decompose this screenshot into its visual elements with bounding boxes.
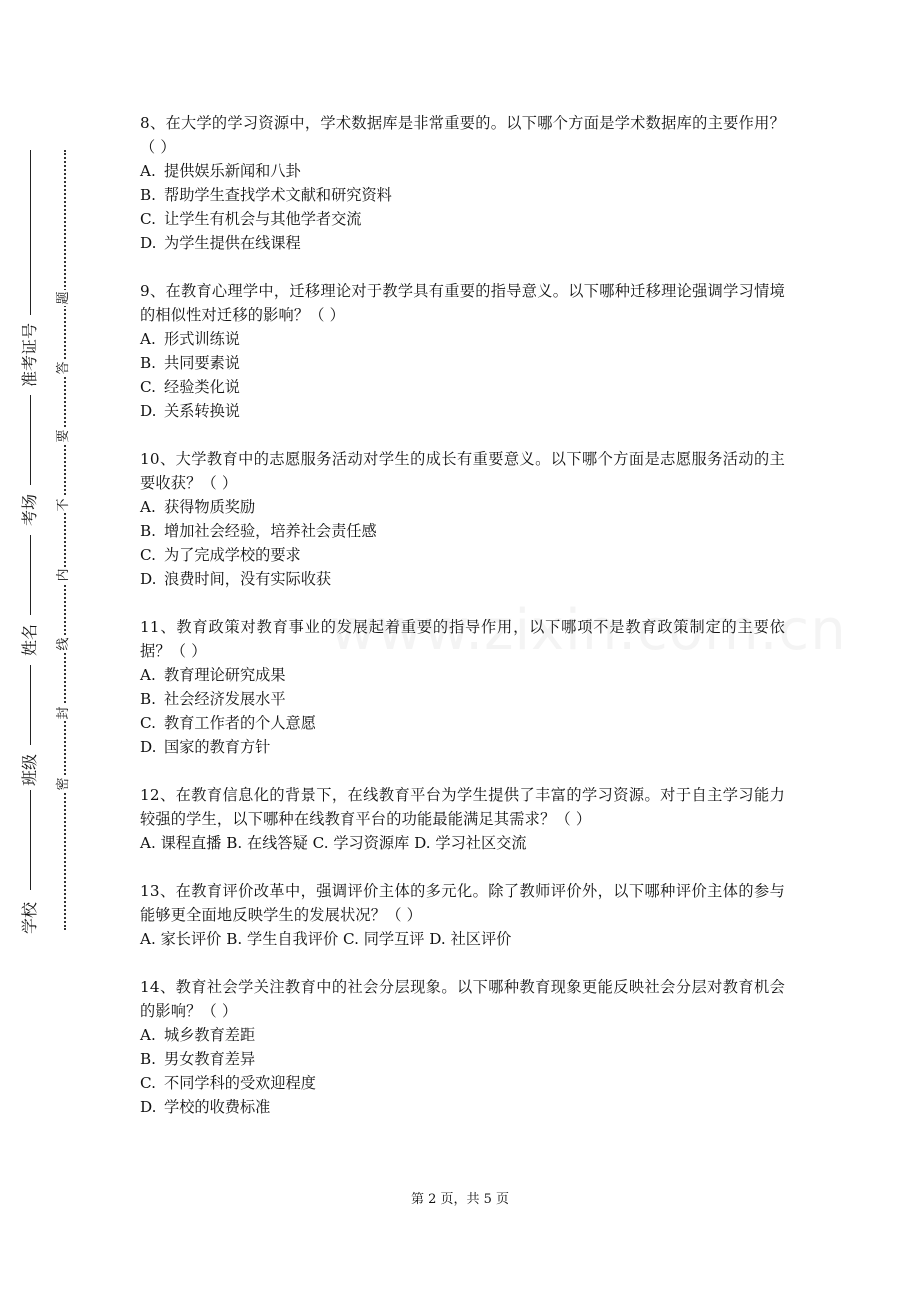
option-b[interactable] <box>140 1047 785 1071</box>
option-letter: C. <box>140 1074 156 1092</box>
school-line <box>30 790 31 890</box>
option-letter: B. <box>140 1050 156 1068</box>
option-c[interactable]: C. 同学互评 <box>342 930 425 948</box>
option-letter: D. <box>140 738 157 756</box>
admission-number-line <box>30 150 31 315</box>
option-b[interactable]: B. 在线答疑 <box>226 834 308 852</box>
option-a[interactable] <box>140 495 785 519</box>
option-letter: B. <box>140 186 156 204</box>
admission-number-label: 准考证号 <box>20 322 40 388</box>
question-stem: 9、在教育心理学中，迁移理论对于教学具有重要的指导意义。以下哪种迁移理论强调学习情境的相似性对迁移的影响？（ ） <box>140 282 785 324</box>
inline-options <box>140 927 785 951</box>
option-text: 形式训练说 <box>164 330 240 348</box>
option-text: 共同要素说 <box>164 354 240 372</box>
option-c[interactable] <box>140 543 785 567</box>
option-letter: D. <box>140 402 157 420</box>
option-letter: C. <box>140 714 156 732</box>
option-letter: A. <box>140 330 156 348</box>
question-8 <box>140 111 785 255</box>
option-letter: A. <box>140 666 156 684</box>
option-c[interactable] <box>140 375 785 399</box>
option-text: 国家的教育方针 <box>164 738 271 756</box>
exam-room-label: 考场 <box>20 493 40 527</box>
option-text: 经验类化说 <box>164 378 240 396</box>
option-letter: B. <box>140 522 156 540</box>
question-14 <box>140 975 785 1119</box>
option-letter: A. <box>140 498 156 516</box>
question-stem: 10、大学教育中的志愿服务活动对学生的成长有重要意义。以下哪个方面是志愿服务活动的主要收获？（ ） <box>140 450 785 492</box>
option-letter: C. <box>140 378 156 396</box>
option-text: 社会经济发展水平 <box>164 690 286 708</box>
option-text: 提供娱乐新闻和八卦 <box>164 162 301 180</box>
question-10 <box>140 447 785 591</box>
option-text: 增加社会经验，培养社会责任感 <box>164 522 377 540</box>
option-b[interactable] <box>140 519 785 543</box>
question-stem: 14、教育社会学关注教育中的社会分层现象。以下哪种教育现象更能反映社会分层对教育机会的影响？（ ） <box>140 978 785 1020</box>
seal-char: 要 <box>56 429 71 443</box>
question-12 <box>140 783 785 855</box>
option-text: 学校的收费标准 <box>164 1098 271 1116</box>
option-a[interactable] <box>140 159 785 183</box>
option-b[interactable]: B. 学生自我评价 <box>226 930 339 948</box>
page-number: 第 2 页，共 5 页 <box>410 1192 510 1207</box>
option-d[interactable] <box>140 231 785 255</box>
option-text: 获得物质奖励 <box>164 498 256 516</box>
option-letter: D. <box>140 234 157 252</box>
option-text: 帮助学生查找学术文献和研究资料 <box>164 186 392 204</box>
name-line <box>30 535 31 615</box>
option-letter: D. <box>140 570 157 588</box>
seal-char: 不 <box>56 498 71 512</box>
seal-char: 内 <box>56 568 71 582</box>
seal-char: 线 <box>56 637 71 651</box>
seal-dotted-line <box>64 150 66 930</box>
option-letter: A. <box>140 1026 156 1044</box>
option-letter: C. <box>140 546 156 564</box>
option-text: 浪费时间，没有实际收获 <box>164 570 332 588</box>
option-d[interactable] <box>140 399 785 423</box>
option-a[interactable] <box>140 663 785 687</box>
option-c[interactable]: C. 学习资源库 <box>312 834 410 852</box>
option-a[interactable]: A. 家长评价 <box>140 930 222 948</box>
option-c[interactable] <box>140 207 785 231</box>
option-c[interactable] <box>140 711 785 735</box>
class-label: 班级 <box>20 753 40 787</box>
question-11 <box>140 615 785 759</box>
option-letter: B. <box>140 690 156 708</box>
option-text: 关系转换说 <box>164 402 240 420</box>
name-label: 姓名 <box>20 623 40 657</box>
option-text: 为了完成学校的要求 <box>164 546 301 564</box>
option-text: 男女教育差异 <box>164 1050 256 1068</box>
seal-char: 封 <box>56 706 71 720</box>
option-b[interactable] <box>140 687 785 711</box>
class-line <box>30 665 31 745</box>
seal-char: 答 <box>56 361 71 375</box>
question-9 <box>140 279 785 423</box>
option-a[interactable]: A. 课程直播 <box>140 834 222 852</box>
question-stem: 13、在教育评价改革中，强调评价主体的多元化。除了教师评价外，以下哪种评价主体的参与能够更全面地反映学生的发展状况？（ ） <box>140 882 785 924</box>
inline-options <box>140 831 785 855</box>
option-b[interactable] <box>140 183 785 207</box>
question-stem: 11、教育政策对教育事业的发展起着重要的指导作用，以下哪项不是教育政策制定的主要依据？（ ） <box>140 618 785 660</box>
exam-room-line <box>30 395 31 485</box>
option-d[interactable]: D. 学习社区交流 <box>414 834 527 852</box>
question-stem: 12、在教育信息化的背景下，在线教育平台为学生提供了丰富的学习资源。对于自主学习能力较强的学生，以下哪种在线教育平台的功能最能满足其需求？（ ） <box>140 786 785 828</box>
binding-strip <box>0 0 110 1302</box>
question-list <box>140 111 785 1143</box>
seal-char: 密 <box>56 777 71 791</box>
option-text: 为学生提供在线课程 <box>164 234 301 252</box>
school-label: 学校 <box>20 901 40 935</box>
option-b[interactable] <box>140 351 785 375</box>
option-letter: B. <box>140 354 156 372</box>
option-letter: A. <box>140 162 156 180</box>
option-d[interactable] <box>140 735 785 759</box>
option-letter: D. <box>140 1098 157 1116</box>
option-letter: C. <box>140 210 156 228</box>
question-13 <box>140 879 785 951</box>
option-d[interactable] <box>140 567 785 591</box>
option-text: 城乡教育差距 <box>164 1026 256 1044</box>
option-text: 教育工作者的个人意愿 <box>164 714 316 732</box>
option-text: 教育理论研究成果 <box>164 666 286 684</box>
option-a[interactable] <box>140 1023 785 1047</box>
seal-char: 题 <box>56 291 71 305</box>
option-d[interactable] <box>140 1095 785 1119</box>
option-a[interactable] <box>140 327 785 351</box>
option-d[interactable]: D. 社区评价 <box>429 930 512 948</box>
option-c[interactable] <box>140 1071 785 1095</box>
option-text: 让学生有机会与其他学者交流 <box>164 210 362 228</box>
option-text: 不同学科的受欢迎程度 <box>164 1074 316 1092</box>
question-stem: 8、在大学的学习资源中，学术数据库是非常重要的。以下哪个方面是学术数据库的主要作用？（ ） <box>140 114 785 156</box>
